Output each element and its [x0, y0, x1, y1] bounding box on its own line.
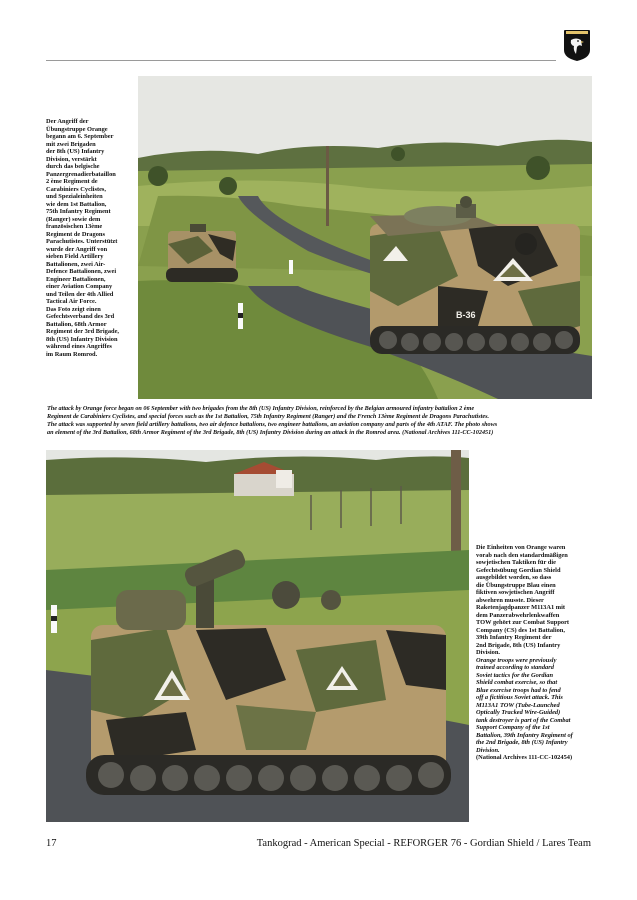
caption-line: the 2nd Brigade, 8th (US) Infantry [476, 739, 568, 746]
caption-line: im Raum Romrod. [46, 350, 98, 358]
caption-line: Optically Tracked Wire-Guided) [476, 709, 561, 716]
caption-line: tank destroyer is part of the Combat [476, 716, 571, 724]
caption-line: begann am 6. September [46, 133, 114, 140]
caption-line: wie dem 1st Battalion, [46, 200, 107, 208]
caption-line: 2nd Brigade, 8th (US) Infantry [476, 641, 561, 649]
photo-m113-column [138, 76, 592, 399]
caption-line: wurde der Angriff von [46, 245, 108, 253]
caption-line: Division, verstärkt [46, 155, 97, 163]
caption-line: an element of the 3rd Battalion, 68th Armor Regiment of the 3rd Brigade, 8th (US) Infantry Division during an attack in the Romrod area. (National Archives 111-CC-102451) [47, 429, 494, 436]
caption-line: (Ranger) sowie dem [46, 215, 101, 223]
caption-line: Battalion, 68th Armor [46, 320, 107, 328]
caption-line: Der Angriff der [46, 118, 89, 125]
caption-line: sieben Field Artillery [46, 253, 104, 260]
caption-line: fiktiven sowjetischen Angriff [476, 589, 555, 596]
caption-line: The attack was supported by seven field artillery battalions, two air defence battalions, two engineer battalions, an aviation company and parts of the 4th ATAF. The photo shows [47, 421, 498, 428]
caption-line: ausgebildet worden, so dass [476, 574, 552, 581]
caption-line: dem Panzerabwehrlenkwaffen [476, 611, 560, 619]
caption-line: Regiment de Carabiniers Cyclistes, and special forces such as the 1st Battalion, 75th Infantry Regiment (Ranger) and the French 13ème Regiment de Dragons Parachutistes. [47, 413, 490, 420]
caption-line: Das Foto zeigt einen [46, 305, 101, 313]
caption-line: Battalionen, zwei Air- [46, 260, 106, 268]
caption-line: Soviet tactics for the Gordian [476, 671, 554, 679]
caption-line: Company (CS) des 1st Battalion, [476, 626, 565, 634]
caption-line: einer Aviation Company [46, 283, 113, 290]
caption-line: Panzergrenadierbataillon [46, 170, 116, 178]
caption-line: Carabiniers Cyclistes, [46, 185, 106, 193]
caption-line: 75th Infantry Regiment [46, 208, 111, 215]
caption-german-photo-1 [46, 118, 138, 358]
caption-line: Defence Battalionen, zwei [46, 268, 117, 275]
caption-line: Division. [476, 746, 500, 754]
caption-line: Blue exercise troops had to fend [476, 686, 561, 694]
header-rule [46, 60, 556, 61]
caption-line: mit zwei Brigaden [46, 140, 96, 148]
photo-m113a1-tow [46, 450, 469, 822]
caption-line: M113A1 TOW (Tube-Launched [476, 701, 560, 709]
caption-line: Gefechtsverband des 3rd [46, 313, 115, 320]
caption-line: sowjetischen Taktiken für die [476, 559, 556, 566]
caption-line: Regiment der 3rd Brigade, [46, 328, 120, 335]
caption-english-photo-1 [47, 405, 592, 437]
vehicle-marking: B-36 [456, 310, 476, 320]
caption-line: Division. [476, 649, 500, 656]
caption-line: und Teilen der 4th Allied [46, 290, 114, 298]
caption-line: Raketenjagdpanzer M113A1 mit [476, 604, 565, 611]
caption-line: Parachutistes. Unterstützt [46, 238, 118, 245]
caption-line: Übungstruppe Orange [46, 125, 108, 133]
caption-line: 8th (US) Infantry Division [46, 335, 118, 343]
caption-line: die Übungstruppe Blau einen [476, 581, 556, 589]
caption-line: Die Einheiten von Orange waren [476, 544, 566, 551]
caption-line: durch das belgische [46, 163, 100, 170]
caption-source: (National Archives 111-CC-102454) [476, 754, 573, 761]
caption-line: französischen 13ème [46, 223, 103, 230]
footer-title: Tankograd - American Special - REFORGER 76 - Gordian Shield / Lares Team [256, 838, 591, 849]
caption-line: abwehren musste. Dieser [476, 596, 544, 604]
caption-line: Shield combat exercise, so that [476, 679, 558, 686]
caption-line: TOW gehört zur Combat Support [476, 619, 570, 626]
caption-line: und Spezialeinheiten [46, 193, 103, 200]
caption-line: Orange troops were previously [476, 656, 557, 664]
caption-line: während eines Angriffes [46, 343, 112, 350]
caption-line: 39th Infantry Regiment der [476, 634, 552, 641]
page-number: 17 [46, 838, 57, 849]
caption-line: Regiment de Dragons [46, 230, 105, 238]
caption-photo-2 [476, 544, 596, 762]
caption-line: The attack by Orange force began on 06 September with two brigades from the 8th (US) Infantry Division, reinforced by the Belgian armoured infantry battalion 2 ème [47, 405, 475, 412]
caption-line: Gefechtsübung Gordian Shield [476, 566, 561, 574]
caption-line: Battalion, 39th Infantry Regiment of [476, 731, 573, 739]
screaming-eagle-logo-icon [562, 28, 592, 62]
caption-line: Tactical Air Force. [46, 298, 97, 305]
caption-line: der 8th (US) Infantry [46, 148, 105, 155]
caption-line: off a fictitious Soviet attack. This [476, 694, 563, 701]
caption-line: Engineer Battalionen, [46, 275, 106, 283]
caption-line: 2 ème Regiment de [46, 178, 98, 185]
caption-line: Support Company of the 1st [476, 724, 550, 731]
caption-line: vorab nach den standardmäßigen [476, 551, 568, 559]
caption-line: trained according to standard [476, 664, 554, 671]
